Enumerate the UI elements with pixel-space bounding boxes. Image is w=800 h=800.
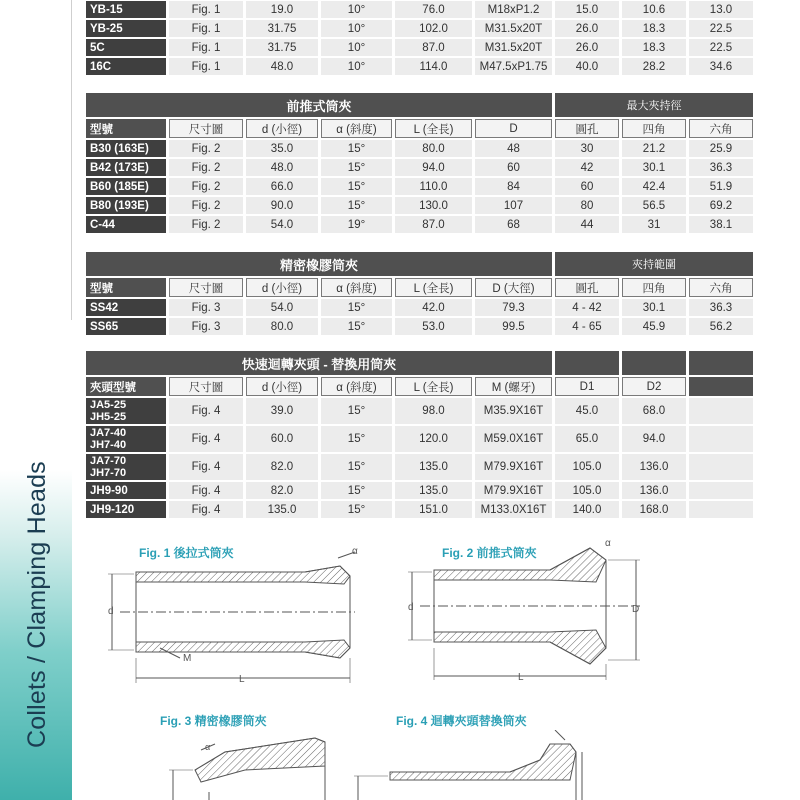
table-cell: 66.0 — [246, 178, 318, 195]
model-cell: B42 (173E) — [86, 159, 166, 176]
fig1-dim-d: d — [108, 606, 114, 617]
column-header: 六角 — [689, 278, 753, 297]
table-cell: 34.6 — [689, 58, 753, 75]
table-cell: M79.9X16T — [475, 454, 552, 480]
table-cell: 68 — [475, 216, 552, 233]
fig3-drawing — [165, 730, 335, 800]
table-cell: Fig. 2 — [169, 216, 243, 233]
table-cell: 22.5 — [689, 39, 753, 56]
table-cell: 45.9 — [622, 318, 686, 335]
column-header: L (全長) — [395, 119, 472, 138]
table-cell: M47.5xP1.75 — [475, 58, 552, 75]
table-rubber-header — [86, 278, 753, 297]
table-cell: 42.4 — [622, 178, 686, 195]
model-cell: JA7-40 JH7-40 — [86, 426, 166, 452]
table-cell: 135.0 — [246, 501, 318, 518]
table-rubber — [83, 250, 756, 337]
table-cell — [689, 482, 753, 499]
fig2-dim-alpha: α — [605, 540, 611, 549]
table-row — [86, 197, 753, 214]
table-rubber-side-title: 夾持範圍 — [555, 252, 753, 276]
table-cell: 82.0 — [246, 482, 318, 499]
table-rotary-title-cell — [689, 351, 753, 375]
table-cell: Fig. 2 — [169, 197, 243, 214]
column-header: 圓孔 — [555, 119, 619, 138]
table-cell — [689, 398, 753, 424]
table-cell — [689, 454, 753, 480]
table-cell: 15° — [321, 426, 392, 452]
table-cell: 30 — [555, 140, 619, 157]
table-cell: 38.1 — [689, 216, 753, 233]
table-cell: 56.5 — [622, 197, 686, 214]
sidebar — [0, 0, 72, 800]
fig4-drawing — [350, 730, 600, 800]
model-cell: JA5-25 JH5-25 — [86, 398, 166, 424]
model-cell: 5C — [86, 39, 166, 56]
table-cell: 39.0 — [246, 398, 318, 424]
table-cell: 114.0 — [395, 58, 472, 75]
table-row — [86, 318, 753, 335]
column-header: α (斜度) — [321, 278, 392, 297]
table-cell: 53.0 — [395, 318, 472, 335]
model-cell: 16C — [86, 58, 166, 75]
table-cell: 10° — [321, 20, 392, 37]
table-cell: 31.75 — [246, 20, 318, 37]
table-cell: 65.0 — [555, 426, 619, 452]
table-row — [86, 482, 753, 499]
table-cell: 80 — [555, 197, 619, 214]
model-cell: SS65 — [86, 318, 166, 335]
table-cell: 18.3 — [622, 39, 686, 56]
table-cell: 48 — [475, 140, 552, 157]
table-cell: 168.0 — [622, 501, 686, 518]
table-cell: 13.0 — [689, 1, 753, 18]
table-cell — [689, 501, 753, 518]
table-cell: 56.2 — [689, 318, 753, 335]
table-cell: Fig. 1 — [169, 39, 243, 56]
table-cell: 42 — [555, 159, 619, 176]
column-header: D — [475, 119, 552, 138]
table-cell: 107 — [475, 197, 552, 214]
table-cell: 136.0 — [622, 454, 686, 480]
table-cell: 94.0 — [395, 159, 472, 176]
table-cell: 98.0 — [395, 398, 472, 424]
table-cell: M35.9X16T — [475, 398, 552, 424]
column-header: L (全長) — [395, 377, 472, 396]
table-cell: 10° — [321, 39, 392, 56]
table-backpull-body — [86, 1, 753, 75]
table-cell: 4 - 42 — [555, 299, 619, 316]
table-cell: 15.0 — [555, 1, 619, 18]
table-cell: 15° — [321, 454, 392, 480]
table-rotary — [83, 349, 756, 520]
table-cell: Fig. 1 — [169, 20, 243, 37]
fig3-label: Fig. 3 精密橡膠筒夾 — [160, 714, 267, 728]
table-cell: 105.0 — [555, 482, 619, 499]
table-row — [86, 501, 753, 518]
table-cell: 40.0 — [555, 58, 619, 75]
table-cell: 90.0 — [246, 197, 318, 214]
table-cell: 99.5 — [475, 318, 552, 335]
table-cell: 60 — [475, 159, 552, 176]
table-cell: 60.0 — [246, 426, 318, 452]
table-cell: 21.2 — [622, 140, 686, 157]
table-cell: 136.0 — [622, 482, 686, 499]
table-cell: M133.0X16T — [475, 501, 552, 518]
column-header: 型號 — [86, 278, 166, 297]
column-header: 圓孔 — [555, 278, 619, 297]
table-cell: 22.5 — [689, 20, 753, 37]
table-row — [86, 159, 753, 176]
table-cell: 102.0 — [395, 20, 472, 37]
table-rotary-body — [86, 398, 753, 518]
table-cell: 19.0 — [246, 1, 318, 18]
table-cell: 19° — [321, 216, 392, 233]
model-cell: C-44 — [86, 216, 166, 233]
table-cell: 30.1 — [622, 159, 686, 176]
table-row — [86, 58, 753, 75]
table-row — [86, 398, 753, 424]
table-cell: Fig. 2 — [169, 178, 243, 195]
table-header-row — [86, 278, 753, 297]
table-cell: 84 — [475, 178, 552, 195]
table-cell: 44 — [555, 216, 619, 233]
column-header: 四角 — [622, 119, 686, 138]
table-cell: M31.5x20T — [475, 39, 552, 56]
table-frontpush — [83, 91, 756, 235]
table-rotary-title-cell — [622, 351, 686, 375]
fig4-label: Fig. 4 迴轉夾頭替換筒夾 — [396, 714, 527, 728]
table-cell: 60 — [555, 178, 619, 195]
table-cell: Fig. 1 — [169, 1, 243, 18]
table-cell: 15° — [321, 299, 392, 316]
table-cell: 80.0 — [246, 318, 318, 335]
model-cell: JA7-70 JH7-70 — [86, 454, 166, 480]
table-frontpush-header — [86, 119, 753, 138]
table-header-row — [86, 377, 753, 396]
table-cell: 48.0 — [246, 159, 318, 176]
fig2-label: Fig. 2 前推式筒夾 — [442, 546, 537, 560]
table-cell: 110.0 — [395, 178, 472, 195]
model-cell: YB-15 — [86, 1, 166, 18]
table-backpull — [83, 0, 756, 77]
column-header: d (小徑) — [246, 377, 318, 396]
table-cell: Fig. 2 — [169, 159, 243, 176]
table-row — [86, 1, 753, 18]
table-row — [86, 426, 753, 452]
table-rubber-title: 精密橡膠筒夾 — [86, 252, 552, 276]
column-header: α (斜度) — [321, 119, 392, 138]
table-row — [86, 39, 753, 56]
table-row — [86, 178, 753, 195]
table-cell: 45.0 — [555, 398, 619, 424]
table-row — [86, 299, 753, 316]
table-cell: 10.6 — [622, 1, 686, 18]
table-cell: Fig. 4 — [169, 426, 243, 452]
column-header: D1 — [555, 377, 619, 396]
column-header: 六角 — [689, 119, 753, 138]
fig3-dim-alpha: α — [205, 742, 211, 752]
table-cell: Fig. 3 — [169, 299, 243, 316]
column-header: D2 — [622, 377, 686, 396]
column-header: d (小徑) — [246, 278, 318, 297]
table-cell: M59.0X16T — [475, 426, 552, 452]
model-cell: SS42 — [86, 299, 166, 316]
table-frontpush-body — [86, 140, 753, 233]
table-cell: 15° — [321, 318, 392, 335]
table-cell: Fig. 4 — [169, 454, 243, 480]
model-cell: B30 (163E) — [86, 140, 166, 157]
column-header: α (斜度) — [321, 377, 392, 396]
table-cell: 82.0 — [246, 454, 318, 480]
model-cell: B60 (185E) — [86, 178, 166, 195]
column-header: d (小徑) — [246, 119, 318, 138]
table-cell: 15° — [321, 197, 392, 214]
fig1-dim-l: L — [239, 674, 245, 685]
table-cell: 15° — [321, 501, 392, 518]
table-rotary-title-cell — [555, 351, 619, 375]
table-rotary-header — [86, 377, 753, 396]
table-cell: Fig. 4 — [169, 501, 243, 518]
fig2-dim-l: L — [518, 672, 524, 680]
column-header: M (螺牙) — [475, 377, 552, 396]
table-cell: 15° — [321, 159, 392, 176]
model-cell: YB-25 — [86, 20, 166, 37]
table-cell: 105.0 — [555, 454, 619, 480]
table-cell: 15° — [321, 178, 392, 195]
table-cell: 135.0 — [395, 454, 472, 480]
column-header: L (全長) — [395, 278, 472, 297]
table-cell: 15° — [321, 482, 392, 499]
table-cell: 68.0 — [622, 398, 686, 424]
table-cell: 54.0 — [246, 299, 318, 316]
column-header: 型號 — [86, 119, 166, 138]
table-cell: 135.0 — [395, 482, 472, 499]
table-row — [86, 454, 753, 480]
fig1-drawing — [100, 548, 360, 688]
table-row — [86, 216, 753, 233]
column-header: 尺寸圖 — [169, 119, 243, 138]
table-cell: 94.0 — [622, 426, 686, 452]
table-frontpush-title: 前推式筒夾 — [86, 93, 552, 117]
fig1-dim-m: M — [183, 653, 192, 664]
table-frontpush-side-title: 最大夾持徑 — [555, 93, 753, 117]
table-cell: 26.0 — [555, 20, 619, 37]
table-cell: 30.1 — [622, 299, 686, 316]
table-cell: 35.0 — [246, 140, 318, 157]
table-cell: 15° — [321, 140, 392, 157]
table-cell: 54.0 — [246, 216, 318, 233]
fig1-dim-alpha: α — [352, 548, 358, 557]
table-cell: 36.3 — [689, 159, 753, 176]
table-cell: 76.0 — [395, 1, 472, 18]
fig2-drawing — [400, 540, 650, 680]
fig2-dim-d: d — [408, 602, 414, 613]
table-cell: 80.0 — [395, 140, 472, 157]
column-header — [689, 377, 753, 396]
table-cell: 15° — [321, 398, 392, 424]
table-cell: M79.9X16T — [475, 482, 552, 499]
table-cell: Fig. 1 — [169, 58, 243, 75]
table-header-row — [86, 119, 753, 138]
table-cell: 31 — [622, 216, 686, 233]
table-cell: 87.0 — [395, 216, 472, 233]
column-header: 夾頭型號 — [86, 377, 166, 396]
table-cell: 36.3 — [689, 299, 753, 316]
table-cell: 25.9 — [689, 140, 753, 157]
column-header: 尺寸圖 — [169, 278, 243, 297]
table-row — [86, 20, 753, 37]
table-cell: 130.0 — [395, 197, 472, 214]
table-cell: 48.0 — [246, 58, 318, 75]
column-header: 四角 — [622, 278, 686, 297]
table-cell: 87.0 — [395, 39, 472, 56]
table-cell: Fig. 4 — [169, 398, 243, 424]
table-cell: 151.0 — [395, 501, 472, 518]
table-cell: Fig. 3 — [169, 318, 243, 335]
table-cell: 69.2 — [689, 197, 753, 214]
table-cell: 18.3 — [622, 20, 686, 37]
table-cell: 4 - 65 — [555, 318, 619, 335]
column-header: D (大徑) — [475, 278, 552, 297]
table-cell: 28.2 — [622, 58, 686, 75]
table-rubber-body — [86, 299, 753, 335]
table-cell: 10° — [321, 58, 392, 75]
table-cell: 31.75 — [246, 39, 318, 56]
fig1-label: Fig. 1 後拉式筒夾 — [139, 546, 234, 560]
table-row — [86, 140, 753, 157]
table-cell: 140.0 — [555, 501, 619, 518]
side-title: Collets / Clamping Heads — [23, 461, 51, 748]
table-cell: Fig. 4 — [169, 482, 243, 499]
table-cell: 42.0 — [395, 299, 472, 316]
column-header: 尺寸圖 — [169, 377, 243, 396]
table-cell: Fig. 2 — [169, 140, 243, 157]
model-cell: JH9-120 — [86, 501, 166, 518]
table-cell: 51.9 — [689, 178, 753, 195]
table-cell: 120.0 — [395, 426, 472, 452]
table-cell: M31.5x20T — [475, 20, 552, 37]
model-cell: JH9-90 — [86, 482, 166, 499]
table-cell: 79.3 — [475, 299, 552, 316]
fig2-dim-big-d: D — [632, 604, 640, 615]
table-cell — [689, 426, 753, 452]
table-cell: 10° — [321, 1, 392, 18]
table-cell: 26.0 — [555, 39, 619, 56]
table-rotary-title: 快速迴轉夾頭 - 替換用筒夾 — [86, 351, 552, 375]
model-cell: B80 (193E) — [86, 197, 166, 214]
table-cell: M18xP1.2 — [475, 1, 552, 18]
sidebar-divider — [71, 0, 72, 320]
